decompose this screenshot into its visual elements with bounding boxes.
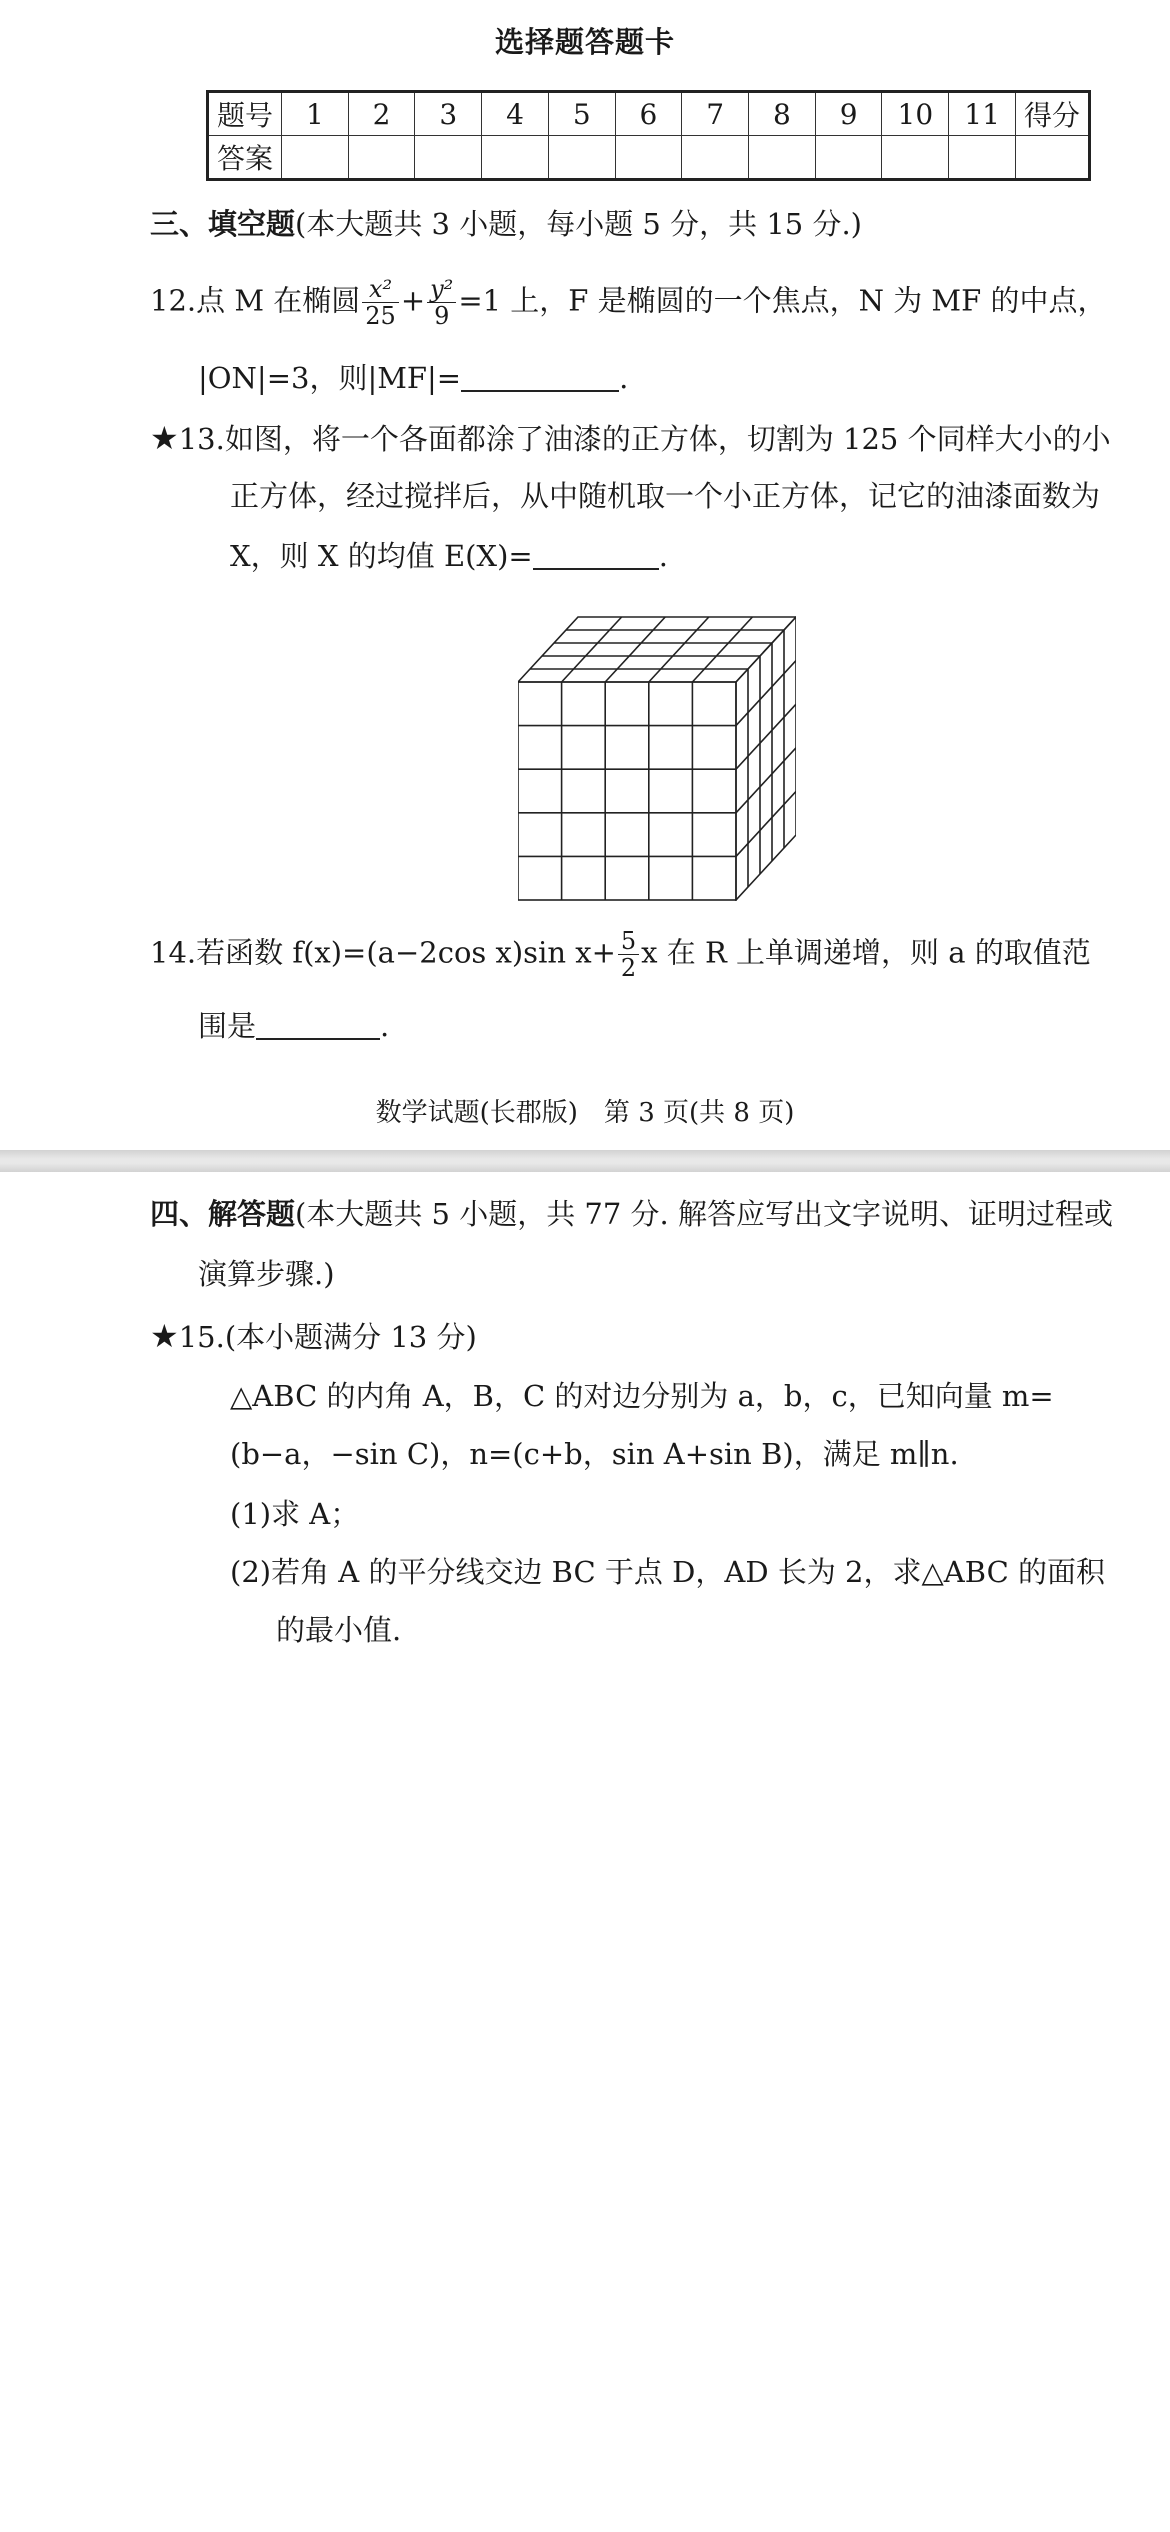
question-14-line-2: 围是 .	[198, 1009, 390, 1043]
fraction-5-over-2: $\frac{5}{2}$	[618, 928, 639, 981]
answer-cell[interactable]	[282, 136, 349, 180]
section-3-title: 三、填空题	[150, 207, 296, 241]
answer-cell[interactable]	[882, 136, 949, 180]
question-13-line-2: 正方体，经过搅拌后，从中随机取一个小正方体，记它的油漆面数为	[230, 479, 1101, 513]
question-number-11: 11	[949, 92, 1016, 136]
question-number-9: 9	[815, 92, 882, 136]
question-14-answer-blank[interactable]	[256, 1008, 380, 1040]
star-icon: ★	[150, 1317, 179, 1355]
question-13-line-3: X，则 X 的均值 E(X)= .	[230, 539, 668, 573]
score-label: 得分	[1016, 92, 1090, 136]
answer-card-title: 选择题答题卡	[494, 25, 675, 59]
answer-cell[interactable]	[949, 136, 1016, 180]
star-icon: ★	[150, 419, 179, 457]
answer-card-table	[206, 90, 1091, 181]
section-3-heading	[150, 204, 862, 244]
section-4-heading	[150, 1194, 1113, 1234]
question-15-part-1: (1)求 A；	[230, 1497, 360, 1531]
question-number-6: 6	[615, 92, 682, 136]
question-number-7: 7	[682, 92, 749, 136]
answer-cell[interactable]	[615, 136, 682, 180]
answer-cell[interactable]	[348, 136, 415, 180]
page-footer: 数学试题(长郡版) 第 3 页(共 8 页)	[375, 1098, 795, 1128]
page-3	[0, 0, 1170, 1150]
answer-cell[interactable]	[682, 136, 749, 180]
answer-card-number-row	[208, 92, 1090, 136]
question-15-part-2-line-1: (2)若角 A 的平分线交边 BC 于点 D，AD 长为 2，求△ABC 的面积	[230, 1555, 1105, 1589]
section-3-note: (本大题共 3 小题，每小题 5 分，共 15 分.)	[295, 207, 862, 241]
question-number-5: 5	[548, 92, 615, 136]
question-12-line-1: 12.点 M 在椭圆 $\frac{\text{x²}}{25}$ + $\frac{\text{y²}}{9}$ =1 上，F 是椭圆的一个焦点，N 为 MF 的中点，	[150, 275, 1107, 330]
section-4-title: 四、解答题	[150, 1197, 296, 1231]
question-14-line-1: 14.若函数 f(x)=(a−2cos x)sin x+ $\frac{5}{2}$ x 在 R 上单调递增，则 a 的取值范	[150, 927, 1091, 982]
answer-cell[interactable]	[482, 136, 549, 180]
question-12-text-b: =1 上，F 是椭圆的一个焦点，N 为 MF 的中点，	[458, 283, 1107, 318]
question-12-line-2: |ON|=3，则|MF|= .	[198, 361, 629, 395]
question-15-number: 15.	[178, 1320, 225, 1354]
answer-card-answer-row	[208, 136, 1090, 180]
question-13-line-1: ★13.如图，将一个各面都涂了油漆的正方体，切割为 125 个同样大小的小	[150, 419, 1111, 457]
question-15-line-1: △ABC 的内角 A，B，C 的对边分别为 a，b，c，已知向量 m=	[230, 1379, 1054, 1413]
question-14-number: 14.	[150, 935, 197, 970]
question-number-10: 10	[882, 92, 949, 136]
question-number-2: 2	[348, 92, 415, 136]
answer-cell[interactable]	[815, 136, 882, 180]
question-15-part-2-line-2: 的最小值.	[276, 1613, 402, 1647]
question-13-answer-blank[interactable]	[533, 538, 659, 570]
score-cell[interactable]	[1016, 136, 1090, 180]
row-label-answer: 答案	[208, 136, 282, 180]
answer-cell[interactable]	[415, 136, 482, 180]
answer-cell[interactable]	[749, 136, 816, 180]
question-number-4: 4	[482, 92, 549, 136]
question-15-header: ★15.(本小题满分 13 分)	[150, 1317, 477, 1355]
question-12-answer-blank[interactable]	[461, 360, 619, 392]
fraction-x2-over-25: $\frac{\text{x²}}{25}$	[362, 276, 399, 329]
answer-cell[interactable]	[548, 136, 615, 180]
section-4-note-line-2: 演算步骤.)	[198, 1257, 335, 1291]
question-15-line-2: (b−a，−sin C)，n=(c+b，sin A+sin B)，满足 m∥n.	[230, 1437, 959, 1471]
question-number-8: 8	[749, 92, 816, 136]
question-12-number: 12.	[150, 283, 197, 318]
section-4-note-line-1: (本大题共 5 小题，共 77 分. 解答应写出文字说明、证明过程或	[295, 1197, 1113, 1231]
question-13-number: 13.	[178, 422, 225, 456]
page-4	[0, 1172, 1170, 2532]
question-number-1: 1	[282, 92, 349, 136]
cube-figure	[518, 615, 796, 901]
row-label-number: 题号	[208, 92, 282, 136]
page-separator	[0, 1150, 1170, 1172]
question-12-text-a: 点 M 在椭圆	[196, 283, 361, 318]
fraction-y2-over-9: $\frac{\text{y²}}{9}$	[427, 276, 456, 329]
question-number-3: 3	[415, 92, 482, 136]
